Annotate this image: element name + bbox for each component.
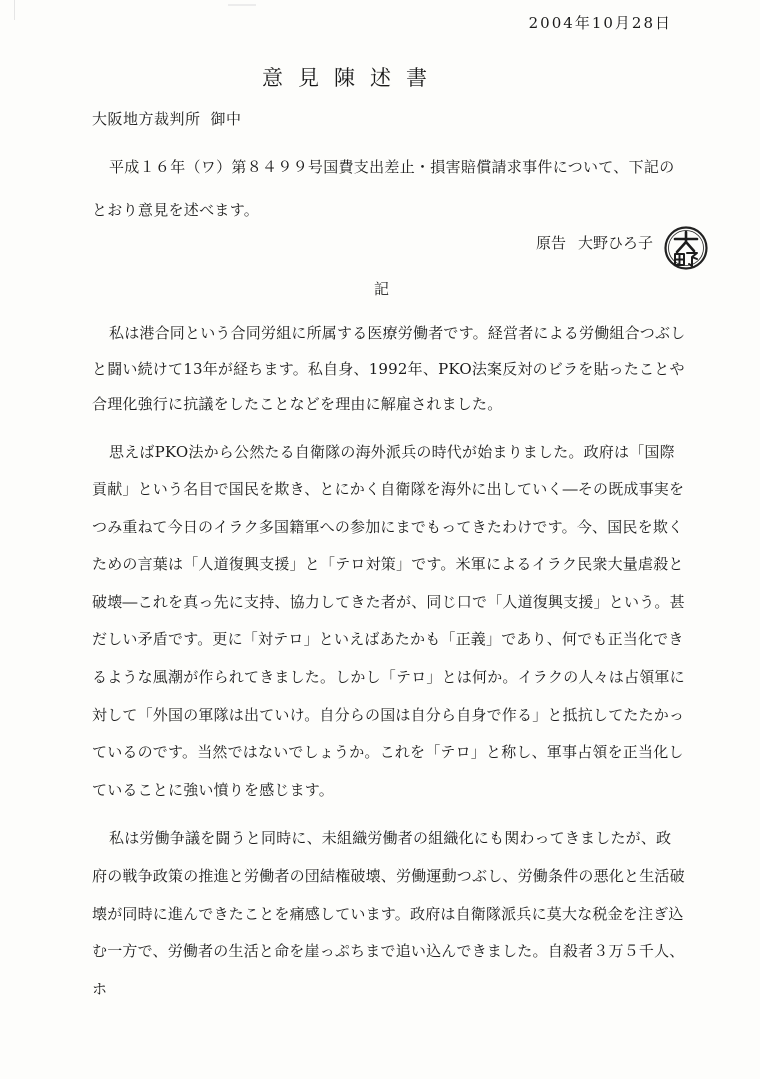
plaintiff-role: 原告 — [536, 234, 567, 252]
body-paragraph-3: 私は労働争議を闘うと同時に、未組織労働者の組織化にも関わってきましたが、政府の戦争政策の推進と労働者の団結権破壊、労働運動つぶし、労働条件の悪化と生活破壊が同時に進んできたことを痛感しています。政府は自衛隊派兵に莫大な税金を注ぎ込む一方で、労働者の生活と命を崖っぷちまで追い込んできました。自殺者３万５千人、ホ — [92, 829, 685, 998]
body-paragraph-2: 思えばPKO法から公然たる自衛隊の海外派兵の時代が始まりました。政府は「国際貢献」という名目で国民を欺き、とにかく自衛隊を海外に出していく―その既成事実をつみ重ねて今日のイラク多国籍軍への参加にまでもってきたわけです。今、国民を欺くための言葉は「人道復興支援」と「テロ対策」です。米軍によるイラク民衆大量虐殺と破壊―これを真っ先に支持、協力してきた者が、同じ口で「人道復興支援」という。甚だしい矛盾です。更に「対テロ」といえばあたかも「正義」であり、何でも正当化できるような風潮が作られてきました。しかし「テロ」とは何か。イラクの人々は占領軍に対して「外国の軍隊は出ていけ。自分らの国は自分ら自身で作る」と抵抗してたたかっているのです。当然ではないでしょうか。これを「テロ」と称し、軍事占領を正当化していることに強い憤りを感じます。 — [92, 442, 685, 799]
ki-marker: 記 — [374, 280, 390, 298]
plaintiff-name: 大野ひろ子 — [578, 234, 654, 252]
statement-body — [92, 316, 686, 1019]
document-date: 2004年10月28日 — [528, 14, 672, 32]
court-name: 大阪地方裁判所 — [92, 110, 201, 128]
plaintiff-signature — [536, 232, 653, 253]
honorific: 御中 — [210, 110, 242, 128]
body-paragraph-1: 私は港合同という合同労組に所属する医療労働者です。経営者による労働組合つぶしと闘い続けて13年が経ちます。私自身、1992年、PKO法案反対のビラを貼ったことや合理化強行に抗議をしたことなどを理由に解雇されました。 — [92, 324, 686, 413]
scan-speck — [228, 4, 256, 6]
seal-stamp-icon — [663, 225, 709, 271]
intro-paragraph: 平成１６年（ワ）第８４９９号国費支出差止・損害賠償請求事件について、下記のとおり意見を述べます。 — [92, 158, 675, 219]
scan-edge-mark — [0, 0, 15, 20]
document-title: 意見陳述書 — [262, 66, 442, 90]
addressee — [92, 108, 242, 129]
